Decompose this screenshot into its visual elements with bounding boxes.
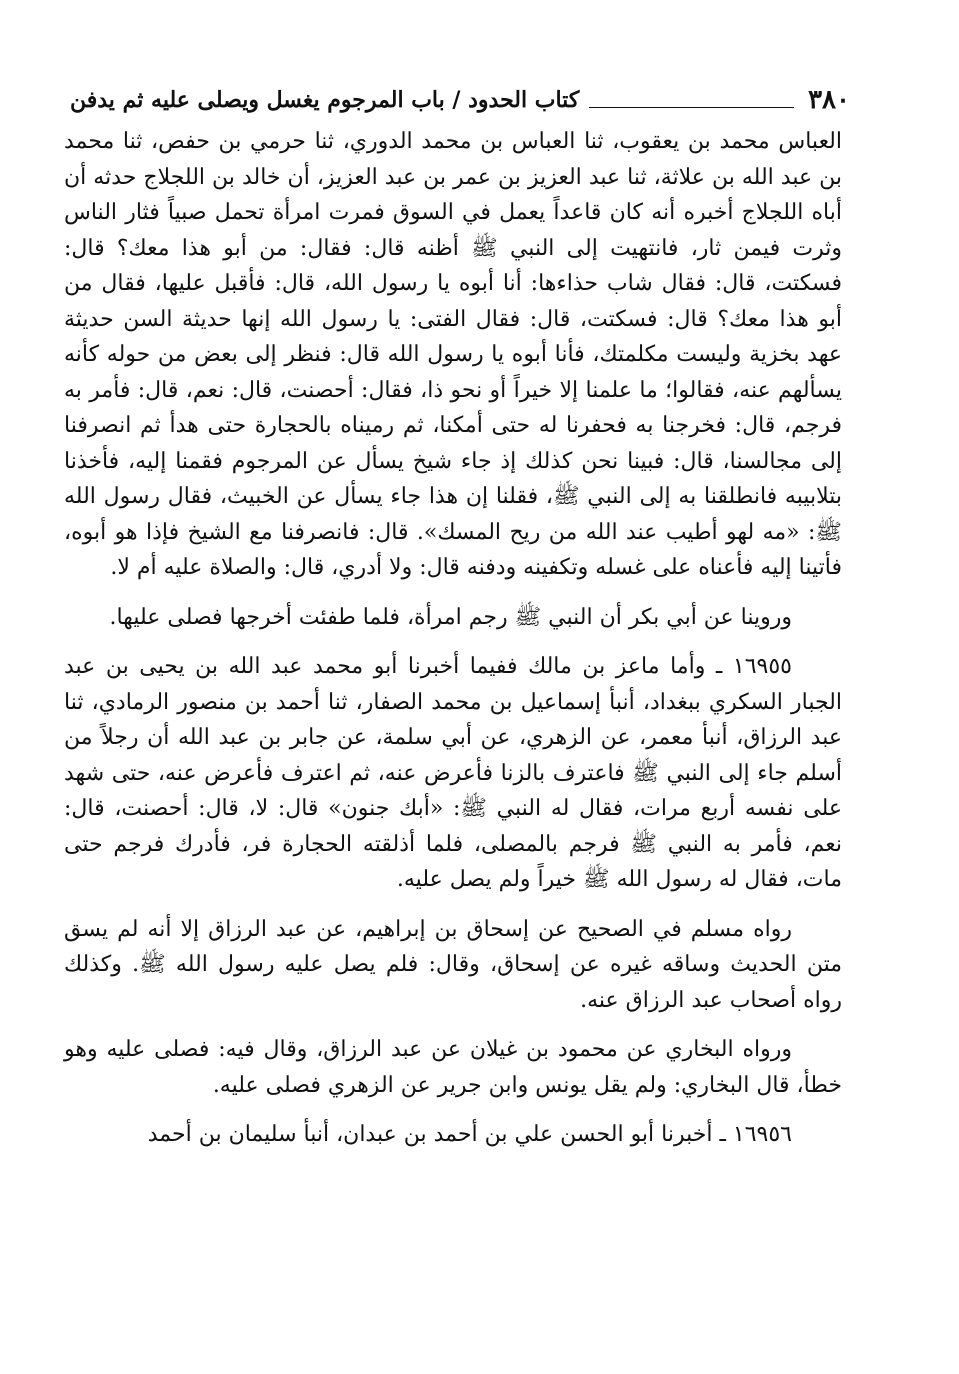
paragraph-bukhari-commentary: ورواه البخاري عن محمود بن غيلان عن عبد الرزاق، وقال فيه: فصلى عليه وهو خطأ، قال البخاري: ولم يقل يونس وابن جرير عن الزهري فصلى عليه. xyxy=(64,1037,842,1098)
paragraph-muslim-commentary: رواه مسلم في الصحيح عن إسحاق بن إبراهيم، عن عبد الرزاق إلا أنه لم يسق متن الحديث وساقه غيره عن إسحاق، وقال: فلم يصل عليه رسول الله ﷺ. وكذلك رواه أصحاب عبد الرزاق عنه. xyxy=(64,916,842,1013)
running-header xyxy=(70,76,850,116)
header-rule xyxy=(589,107,794,108)
page-body xyxy=(64,124,842,1163)
paragraph-hadith-16955: ١٦٩٥٥ ـ وأما ماعز بن مالك ففيما أخبرنا أبو محمد عبد الله بن يحيى بن عبد الجبار السكري ببغداد، أنبأ إسماعيل بن محمد الصفار، ثنا أحمد بن منصور الرمادي، ثنا عبد الرزاق، أنبأ معمر، عن الزهري، عن أبي سلمة، عن جابر بن عبد الله أن رجلاً من أسلم جاء إلى النبي ﷺ فاعترف بالزنا فأعرض عنه، ثم اعترف فأعرض عنه، حتى شهد على نفسه أربع مرات، فقال له النبي ﷺ: «أبك جنون» قال: لا، قال: أحصنت، قال: نعم، فأمر به النبي ﷺ فرجم بالمصلى، فلما أذلقته الحجارة فر، فأدرك فرجم حتى مات، فقال له رسول الله ﷺ خيراً ولم يصل عليه. xyxy=(64,654,842,892)
header-title: كتاب الحدود / باب المرجوم يغسل ويصلى عليه ثم يدفن xyxy=(70,87,580,113)
paragraph-abu-bakr-narration: وروينا عن أبي بكر أن النبي ﷺ رجم امرأة، فلما طفئت أخرجها فصلى عليها. xyxy=(109,604,792,630)
paragraph-hadith-continuation: العباس محمد بن يعقوب، ثنا العباس بن محمد الدوري، ثنا حرمي بن حفص، ثنا محمد بن عبد الله بن علاثة، ثنا عبد العزيز بن عمر بن عبد العزيز، أن خالد بن اللجلاج حدثه أن أباه اللجلاج أخبره أنه كان قاعداً يعمل في السوق فمرت امرأة تحمل صبياً فثار الناس وثرت فيمن ثار، فانتهيت إلى النبي ﷺ أظنه قال: فقال: من أبو هذا معك؟ قال: فسكتت، قال: فقال شاب حذاءها: أنا أبوه يا رسول الله، قال: فأقبل عليها، فقال من أبو هذا معك؟ قال: فسكتت، قال: فقال الفتى: يا رسول الله إنها حديثة السن حديثة عهد بخزية وليست مكلمتك، فأنا أبوه يا رسول الله قال: فنظر إلى بعض من حوله كأنه يسألهم عنه، فقالوا؛ ما علمنا إلا خيراً أو نحو ذا، فقال: أحصنت، قال: نعم، قال: فأمر به فرجم، قال: فخرجنا به فحفرنا له حتى أمكنا، ثم رميناه بالحجارة حتى هدأ ثم انصرفنا إلى مجالسنا، قال: فبينا نحن كذلك إذ جاء شيخ يسأل عن المرجوم فقمنا إليه، فأخذنا بتلابيبه فانطلقنا به إلى النبي ﷺ، فقلنا إن هذا جاء يسأل عن الخبيث، فقال رسول الله ﷺ: «مه لهو أطيب عند الله من ريح المسك». قال: فانصرفنا مع الشيخ فإذا هو أبوه، فأتينا إليه فأعناه على غسله وتكفينه ودفنه قال: ولا أدري، قال: والصلاة عليه أم لا. xyxy=(64,129,842,580)
page-number: ٣٨٠ xyxy=(808,85,850,115)
paragraph-hadith-16956: ١٦٩٥٦ ـ أخبرنا أبو الحسن علي بن أحمد بن عبدان، أنبأ سليمان بن أحمد xyxy=(147,1122,792,1147)
